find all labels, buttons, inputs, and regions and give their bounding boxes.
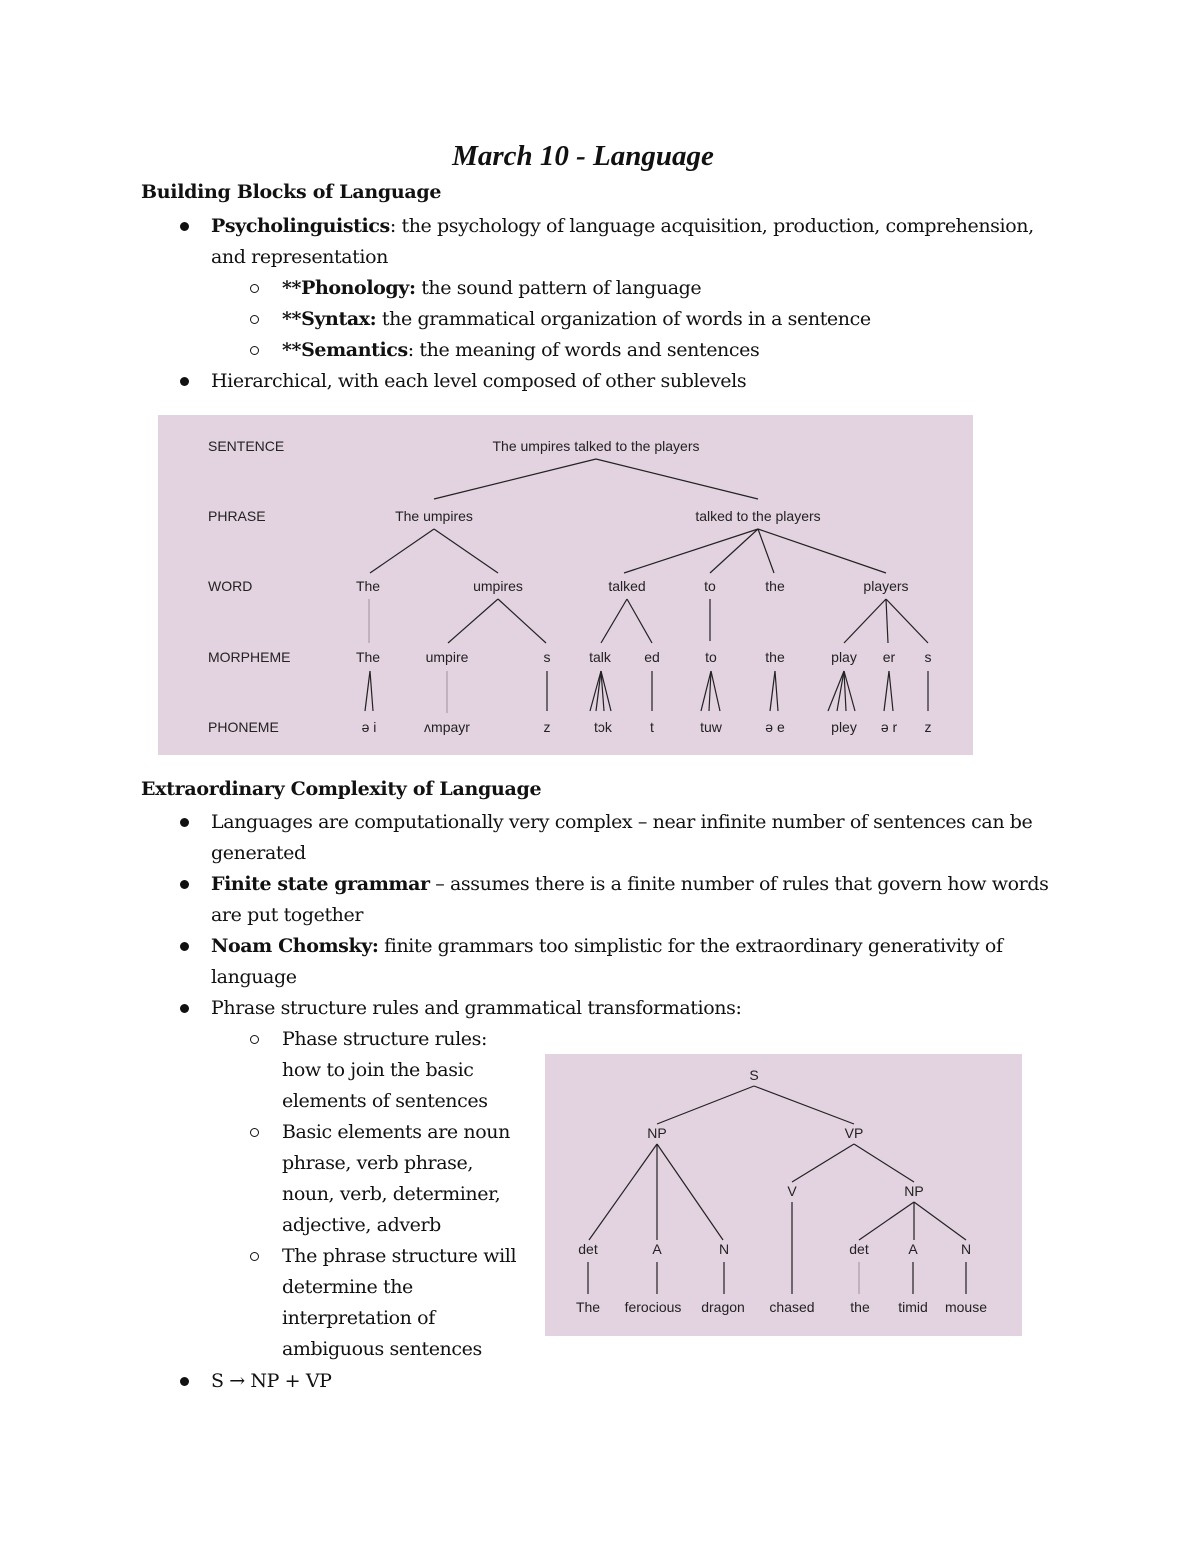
tree-leaf: dragon bbox=[701, 1299, 745, 1315]
term: Psycholinguistics bbox=[211, 215, 390, 237]
edge bbox=[828, 671, 844, 711]
phoneme-node: ǝ r bbox=[880, 719, 898, 735]
edge bbox=[754, 1086, 854, 1124]
morpheme-node: to bbox=[705, 649, 717, 665]
list-item-semantics bbox=[282, 335, 1082, 366]
tree-leaf: the bbox=[850, 1299, 870, 1315]
level-label-phrase: PHRASE bbox=[208, 508, 266, 524]
bullet bbox=[180, 942, 189, 951]
edge bbox=[837, 671, 844, 711]
list-item-syntax bbox=[282, 304, 1082, 335]
section-heading-complexity: Extraordinary Complexity of Language bbox=[141, 778, 542, 800]
tree-leaf: mouse bbox=[944, 1299, 988, 1315]
tree-node-adj: A bbox=[908, 1241, 918, 1257]
edge bbox=[448, 599, 498, 643]
phoneme-node: z bbox=[924, 719, 932, 735]
morpheme-node: The bbox=[355, 649, 381, 665]
tree-node-noun: N bbox=[960, 1241, 972, 1257]
word-node: umpires bbox=[473, 578, 523, 594]
edge bbox=[657, 1144, 723, 1240]
edge bbox=[775, 671, 778, 711]
sub-bullet bbox=[250, 1128, 259, 1137]
tree-leaf: The bbox=[575, 1299, 601, 1315]
morpheme-node: umpire bbox=[425, 649, 469, 665]
level-label-morpheme: MORPHEME bbox=[208, 649, 291, 665]
sub-bullet bbox=[250, 284, 259, 293]
tree-leaf: chased bbox=[769, 1299, 815, 1315]
term: **Syntax: bbox=[282, 308, 377, 330]
edge bbox=[854, 1144, 914, 1182]
morpheme-node: play bbox=[831, 649, 857, 665]
sentence-node: The umpires talked to the players bbox=[492, 438, 700, 454]
level-label-word: WORD bbox=[208, 578, 253, 594]
level-label-phoneme: PHONEME bbox=[208, 719, 279, 735]
edge bbox=[711, 671, 720, 711]
definition: finite grammars too simplistic for the extraordinary generativity of language bbox=[211, 935, 1003, 988]
edge bbox=[884, 671, 889, 711]
sub-bullet bbox=[250, 346, 259, 355]
edge bbox=[657, 1086, 754, 1124]
bullet bbox=[180, 818, 189, 827]
edge bbox=[601, 599, 627, 643]
tree-node-s: S bbox=[749, 1067, 759, 1083]
tree-node-v: V bbox=[787, 1183, 797, 1199]
tree-node-det: det bbox=[578, 1241, 598, 1257]
list-item-phonology bbox=[282, 273, 1082, 304]
phoneme-edges bbox=[365, 671, 928, 713]
level-label-sentence: SENTENCE bbox=[208, 438, 285, 454]
phoneme-node: tuw bbox=[700, 719, 722, 735]
morpheme-node: the bbox=[765, 649, 785, 665]
tree-node-np: NP bbox=[647, 1125, 667, 1141]
list-item-phase-structure: Phase structure rules: how to join the basic elements of sentences bbox=[282, 1028, 488, 1112]
edge bbox=[589, 1144, 657, 1240]
tree-node-vp: VP bbox=[844, 1125, 864, 1141]
phoneme-node: tɔk bbox=[594, 719, 612, 735]
list-item-computational: Languages are computationally very complex – near infinite number of sentences can be generated bbox=[211, 811, 1033, 864]
list-item-ambiguous: The phrase structure will determine the interpretation of ambiguous sentences bbox=[282, 1245, 517, 1360]
word-node: to bbox=[704, 578, 716, 594]
tree-node-noun: N bbox=[718, 1241, 730, 1257]
edge bbox=[859, 1202, 914, 1240]
edge bbox=[624, 529, 758, 573]
edge bbox=[844, 599, 886, 643]
tree-leaf: ferocious bbox=[624, 1299, 682, 1315]
morpheme-node: s bbox=[543, 649, 551, 665]
tree-node-np: NP bbox=[904, 1183, 924, 1199]
phrase-node: The umpires bbox=[395, 508, 473, 524]
tree-node-adj: A bbox=[652, 1241, 662, 1257]
edge bbox=[365, 671, 370, 711]
phoneme-node: pley bbox=[831, 719, 857, 735]
phrase-node: talked to the players bbox=[695, 508, 821, 524]
edge bbox=[434, 529, 498, 573]
morpheme-node: ed bbox=[644, 649, 660, 665]
list-item-phrase-rules: Phrase structure rules and grammatical transformations: bbox=[211, 997, 742, 1019]
edge bbox=[590, 671, 601, 711]
word-node: the bbox=[765, 578, 785, 594]
bullet bbox=[180, 377, 189, 386]
edge bbox=[596, 671, 601, 711]
definition: – assumes there is a finite number of rules that govern how words are put together bbox=[211, 873, 1049, 926]
definition: the grammatical organization of words in a sentence bbox=[376, 308, 871, 330]
bullet bbox=[180, 1004, 189, 1013]
edge bbox=[886, 599, 928, 643]
word-node: The bbox=[355, 578, 381, 594]
phoneme-node: ǝ e bbox=[765, 719, 785, 735]
list-item-s-rule: S → NP + VP bbox=[211, 1370, 332, 1392]
edge bbox=[627, 599, 652, 643]
list-item-hierarchical: Hierarchical, with each level composed of other sublevels bbox=[211, 370, 747, 392]
definition: : the psychology of language acquisition, production, comprehension, and representation bbox=[211, 215, 1034, 268]
edge bbox=[758, 529, 774, 573]
term: Noam Chomsky: bbox=[211, 935, 379, 957]
phoneme-node: z bbox=[543, 719, 551, 735]
edge bbox=[596, 459, 758, 499]
phoneme-node: t bbox=[650, 719, 654, 735]
edge bbox=[498, 599, 546, 643]
tree-leaf: timid bbox=[898, 1299, 928, 1315]
morpheme-node: talk bbox=[589, 649, 611, 665]
edge bbox=[886, 599, 888, 643]
bullet bbox=[180, 880, 189, 889]
term: **Phonology: bbox=[282, 277, 416, 299]
word-node: players bbox=[863, 578, 909, 594]
tree-node-det: det bbox=[849, 1241, 869, 1257]
edge bbox=[370, 529, 434, 573]
edge bbox=[770, 671, 775, 711]
sub-bullet bbox=[250, 1252, 259, 1261]
list-item-psycholinguistics bbox=[211, 211, 1071, 273]
language-hierarchy-diagram bbox=[158, 415, 973, 755]
edge bbox=[434, 459, 596, 499]
edge bbox=[914, 1202, 966, 1240]
list-item-finite-state bbox=[211, 869, 1071, 931]
morpheme-node: s bbox=[924, 649, 932, 665]
phrase-structure-tree bbox=[545, 1054, 1022, 1336]
phoneme-node: ǝ i bbox=[361, 719, 377, 735]
list-item-basic-elements: Basic elements are noun phrase, verb phrase, noun, verb, determiner, adjective, adverb bbox=[282, 1121, 510, 1236]
edge bbox=[792, 1144, 854, 1182]
bullet bbox=[180, 222, 189, 231]
page-title: March 10 - Language bbox=[452, 140, 714, 172]
edge bbox=[370, 671, 373, 711]
edge bbox=[758, 529, 886, 573]
word-node: talked bbox=[608, 578, 646, 594]
edge bbox=[889, 671, 893, 711]
definition: the sound pattern of language bbox=[415, 277, 702, 299]
term: Finite state grammar bbox=[211, 873, 430, 895]
list-item-chomsky bbox=[211, 931, 1071, 993]
morpheme-node: er bbox=[882, 649, 896, 665]
term: **Semantics bbox=[282, 339, 408, 361]
language-hierarchy-figure bbox=[158, 415, 973, 755]
sub-bullet bbox=[250, 315, 259, 324]
phoneme-node: ʌmpayr bbox=[424, 719, 470, 735]
phrase-structure-figure bbox=[545, 1054, 1022, 1336]
bullet bbox=[180, 1377, 189, 1386]
edge bbox=[710, 529, 758, 573]
section-heading-building-blocks: Building Blocks of Language bbox=[141, 181, 442, 203]
sub-bullet bbox=[250, 1035, 259, 1044]
definition: : the meaning of words and sentences bbox=[407, 339, 760, 361]
